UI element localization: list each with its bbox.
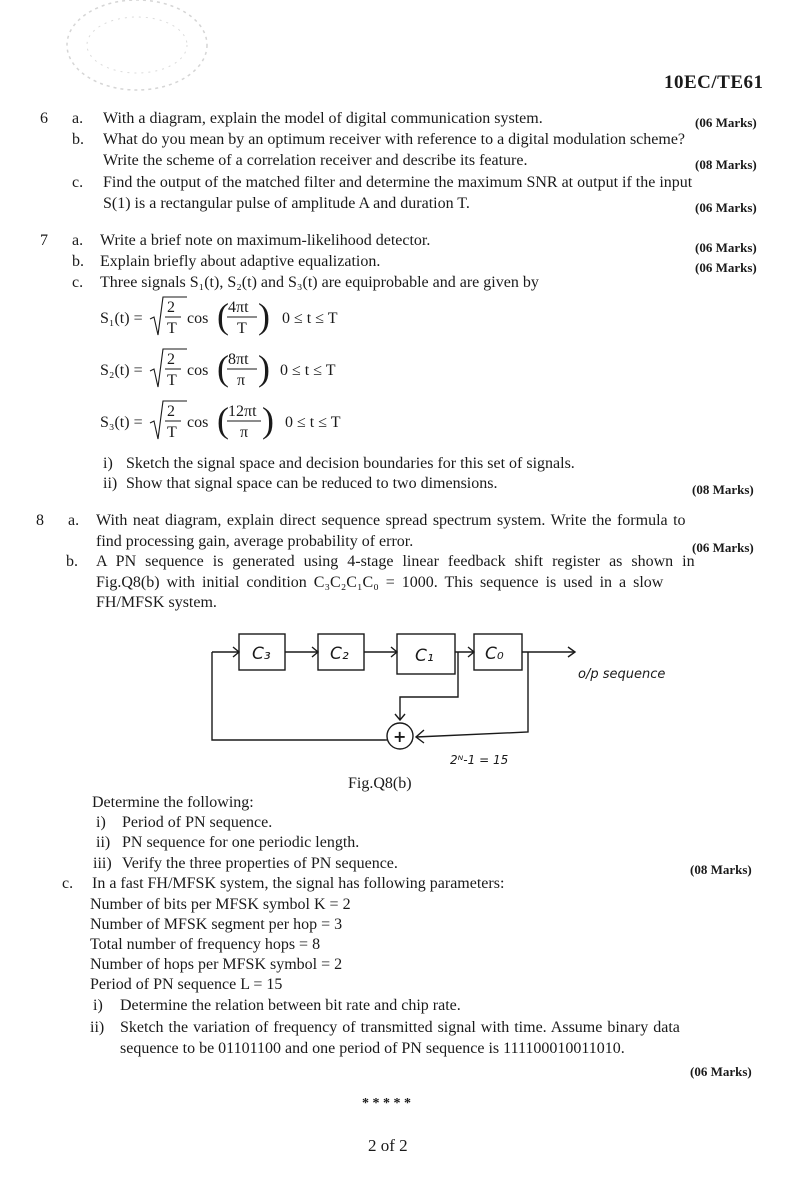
q8cii-label: ii) (90, 1019, 105, 1036)
q8b-line2: Fig.Q8(b) with initial condition C₃C₂C₁C₀ = 1000. This sequence is used in a slow (96, 574, 664, 591)
eq3-range: 0 ≤ t ≤ T (285, 414, 341, 431)
eq2-sqrt-den: T (167, 372, 177, 389)
q8b-line3: FH/MFSK system. (96, 594, 217, 611)
page-number: 2 of 2 (368, 1136, 408, 1155)
q6b-label: b. (72, 131, 84, 148)
label-c0: C₀ (485, 644, 504, 664)
svg-text:): ) (258, 296, 270, 336)
eq3-sqrt-num: 2 (167, 403, 175, 420)
svg-text:(: ( (217, 400, 229, 440)
q8cii-line1: Sketch the variation of frequency of transmitted signal with time. Assume binary data (120, 1019, 680, 1036)
q6c-line2: S(1) is a rectangular pulse of amplitude A and duration T. (103, 195, 470, 212)
q8cii-line2: sequence to be 01101100 and one period of PN sequence is 111100010011010. (120, 1040, 625, 1057)
period-note: 2ᴺ-1 = 15 (450, 753, 509, 767)
q8a-line2: find processing gain, average probability of error. (96, 533, 414, 550)
q6-number: 6 (40, 110, 48, 127)
q6a-label: a. (72, 110, 84, 127)
label-c1: C₁ (415, 646, 434, 666)
q8ci-label: i) (93, 997, 103, 1014)
q7c-text: Three signals S₁(t), S₂(t) and S₃(t) are equiprobable and are given by (100, 274, 539, 291)
eq2-arg-den: π (237, 372, 246, 389)
lfsr-diagram (200, 622, 700, 772)
q7ci-text: Sketch the signal space and decision boundaries for this set of signals. (126, 455, 575, 472)
svg-text:(: ( (217, 348, 229, 388)
eq3-sqrt-den: T (167, 424, 177, 441)
q6b-line2: Write the scheme of a correlation receiver and describe its feature. (103, 152, 528, 169)
q7c-marks: (08 Marks) (692, 482, 754, 497)
q8b-marks: (08 Marks) (690, 862, 752, 877)
output-label: o/p sequence (578, 667, 666, 682)
svg-text:(: ( (217, 296, 229, 336)
q7a-label: a. (72, 232, 84, 249)
q8bi-label: i) (96, 814, 106, 831)
q8c-param4: Number of hops per MFSK symbol = 2 (90, 956, 343, 973)
q6c-line1: Find the output of the matched filter and determine the maximum SNR at output if the input (103, 174, 693, 191)
q6b-marks: (08 Marks) (695, 157, 757, 172)
eq2-sqrt-num: 2 (167, 351, 175, 368)
q8b-line1: A PN sequence is generated using 4-stage linear feedback shift register as shown in (96, 553, 695, 570)
q8bii-label: ii) (96, 834, 111, 851)
q7ci-label: i) (103, 455, 113, 472)
q8-number: 8 (36, 512, 44, 529)
q8c-label: c. (62, 875, 74, 892)
eq1-sqrt-num: 2 (167, 299, 175, 316)
q8a-marks: (06 Marks) (692, 540, 754, 555)
label-c2: C₂ (330, 644, 349, 664)
q8c-param5: Period of PN sequence L = 15 (90, 976, 283, 993)
q7b-text: Explain briefly about adaptive equalization. (100, 253, 381, 270)
svg-text:): ) (262, 400, 274, 440)
q8biii-text: Verify the three properties of PN sequence. (122, 855, 398, 872)
q8c-param2: Number of MFSK segment per hop = 3 (90, 916, 343, 933)
eq2-cos: cos (187, 362, 209, 379)
eq1-lhs: S₁(t) = (100, 310, 143, 327)
q8biii-label: iii) (93, 855, 112, 872)
q7cii-label: ii) (103, 475, 118, 492)
determine-text: Determine the following: (92, 794, 254, 811)
figure-caption: Fig.Q8(b) (348, 775, 412, 792)
q8c-marks: (06 Marks) (690, 1064, 752, 1079)
end-stars: * * * * * (362, 1096, 411, 1111)
q8c-param3: Total number of frequency hops = 8 (90, 936, 321, 953)
q8c-text: In a fast FH/MFSK system, the signal has following parameters: (92, 875, 505, 892)
q7cii-text: Show that signal space can be reduced to two dimensions. (126, 475, 498, 492)
eq1-sqrt-den: T (167, 320, 177, 337)
q8ci-text: Determine the relation between bit rate and chip rate. (120, 997, 461, 1014)
eq3-cos: cos (187, 414, 209, 431)
q7b-label: b. (72, 253, 84, 270)
signal-equations (95, 295, 395, 450)
eq2-range: 0 ≤ t ≤ T (280, 362, 336, 379)
eq3-arg-num: 12πt (228, 403, 257, 420)
adder-symbol: + (393, 727, 407, 746)
q6a-marks: (06 Marks) (695, 115, 757, 130)
eq3-arg-den: π (240, 424, 249, 441)
eq1-arg-den: T (237, 320, 247, 337)
q8a-line1: With neat diagram, explain direct sequence spread spectrum system. Write the formula to (96, 512, 686, 529)
q6c-marks: (06 Marks) (695, 200, 757, 215)
q8b-label: b. (66, 553, 78, 570)
eq3-lhs: S₃(t) = (100, 414, 143, 431)
q8bii-text: PN sequence for one periodic length. (122, 834, 360, 851)
q7a-text: Write a brief note on maximum-likelihood detector. (100, 232, 431, 249)
label-c3: C₃ (252, 644, 271, 664)
q6b-line1: What do you mean by an optimum receiver with reference to a digital modulation scheme? (103, 131, 686, 148)
q7c-label: c. (72, 274, 84, 291)
eq1-cos: cos (187, 310, 209, 327)
q7a-marks: (06 Marks) (695, 240, 757, 255)
eq2-lhs: S₂(t) = (100, 362, 143, 379)
svg-text:): ) (258, 348, 270, 388)
q8c-param1: Number of bits per MFSK symbol K = 2 (90, 896, 351, 913)
q8a-label: a. (68, 512, 80, 529)
q6c-label: c. (72, 174, 84, 191)
q6a-text: With a diagram, explain the model of digital communication system. (103, 110, 543, 127)
stamp-mark (62, 0, 212, 100)
subject-code: 10EC/TE61 (664, 72, 764, 93)
q7b-marks: (06 Marks) (695, 260, 757, 275)
eq1-arg-num: 4πt (228, 299, 249, 316)
q7-number: 7 (40, 232, 48, 249)
eq1-range: 0 ≤ t ≤ T (282, 310, 338, 327)
q8bi-text: Period of PN sequence. (122, 814, 273, 831)
eq2-arg-num: 8πt (228, 351, 249, 368)
